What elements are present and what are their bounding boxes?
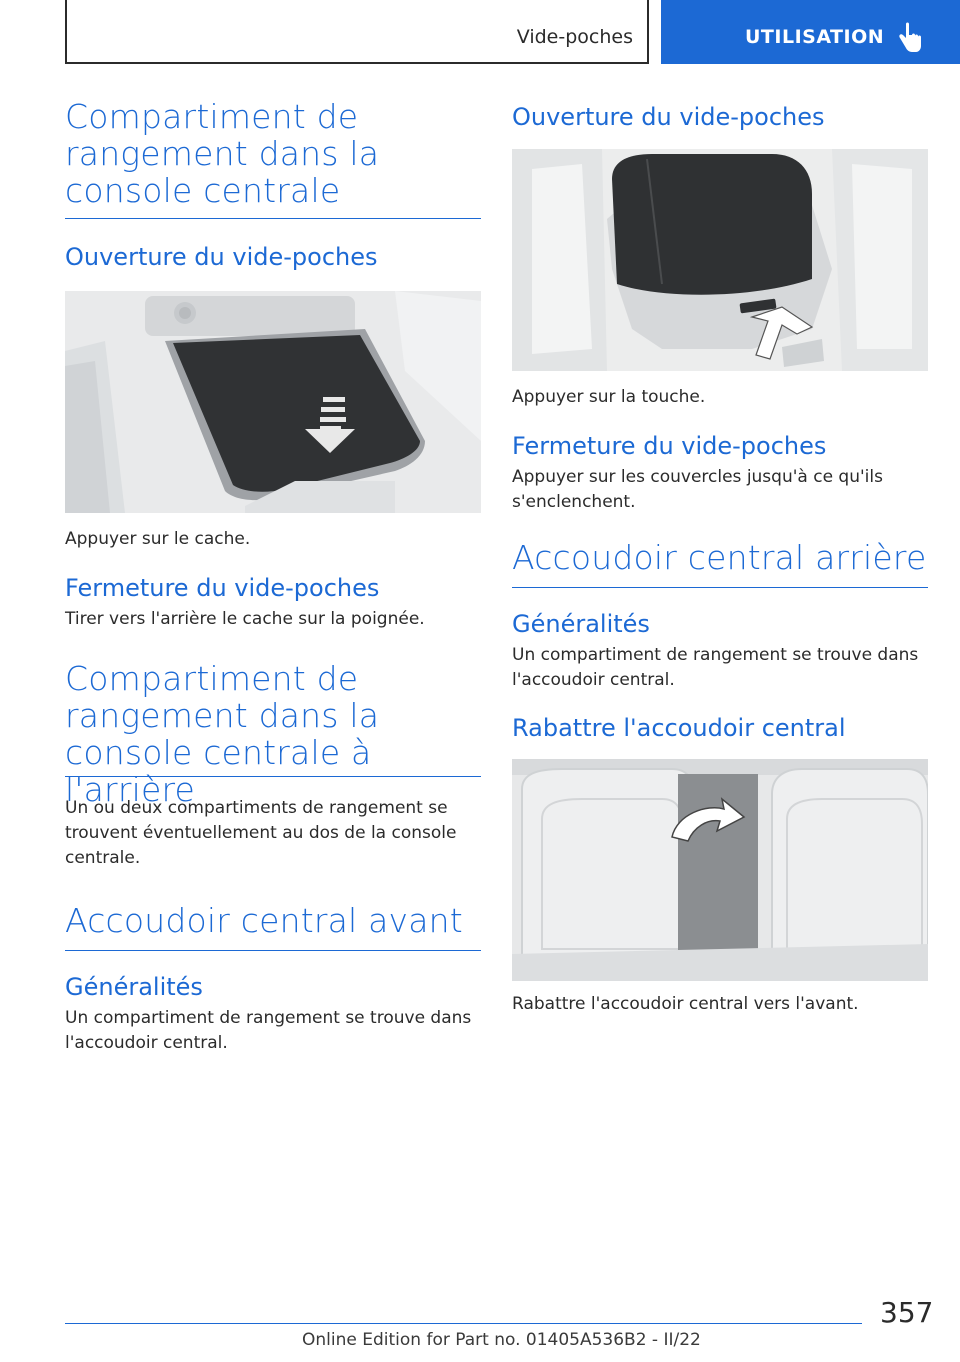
caption-press-cover: Appuyer sur le cache. [65,529,251,549]
heading-rear-armrest: Accoudoir central arrière [512,538,927,577]
header-section-title: Vide-poches [516,26,633,48]
heading-rule [65,950,481,951]
paragraph-rear-armrest: Un compartiment de rangement se trouve dans l'accoudoir central. [512,645,919,690]
caption-press-button: Appuyer sur la touche. [512,387,706,407]
pointing-hand-icon [897,22,923,54]
header-chapter-tab [661,0,960,64]
right-column [512,98,928,1017]
paragraph-front-armrest: Un compartiment de rangement se trouve dans l'accoudoir central. [65,1008,472,1053]
paragraph-close-lids: Appuyer sur les couvercles jusqu'à ce qu'ils s'enclenchent. [512,467,883,512]
subheading-closing: Fermeture du vide-poches [65,574,380,602]
figure-console-cover [65,291,481,513]
subheading-opening: Ouverture du vide-poches [512,103,825,131]
footer-rule [65,1323,862,1324]
heading-rear-console-storage: Compartiment de rangement dans la console centrale à l'arrière [65,659,380,809]
subheading-fold-armrest: Rabattre l'accoudoir central [512,714,846,742]
subheading-closing: Fermeture du vide-poches [512,432,827,460]
left-column [65,98,481,1056]
paragraph-rear-compartments: Un ou deux compartiments de rangement se trouvent éventuellement au dos de la console centrale. [65,798,457,868]
header-section-box [65,0,649,64]
caption-fold-armrest: Rabattre l'accoudoir central vers l'avant. [512,994,859,1014]
paragraph-close-cover: Tirer vers l'arrière le cache sur la poignée. [65,609,425,629]
subheading-general: Généralités [512,610,650,638]
footer-edition: Online Edition for Part no. 01405A536B2 - II/22 [302,1330,701,1350]
page-number: 357 [880,1296,934,1329]
heading-console-storage: Compartiment de rangement dans la console centrale [65,97,380,210]
heading-front-armrest: Accoudoir central avant [65,901,463,940]
header-chapter-title: UTILISATION [745,26,885,48]
figure-rear-seat-armrest [512,759,928,981]
subheading-general: Généralités [65,973,203,1001]
heading-rule [512,587,928,588]
heading-rule [65,218,481,219]
figure-armrest-button [512,149,928,371]
subheading-opening: Ouverture du vide-poches [65,243,378,271]
